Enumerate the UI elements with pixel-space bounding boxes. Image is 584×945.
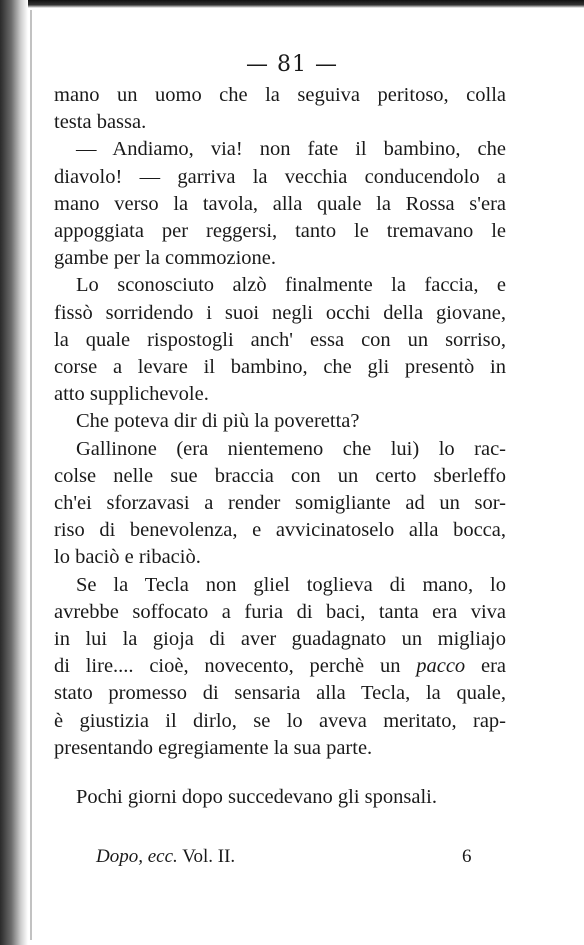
page-binding-shadow [0, 0, 28, 945]
text-line: atto supplichevole. [54, 383, 209, 406]
text-line: avrebbe soffocato a furia di baci, tanta era viva [54, 600, 506, 623]
page-top-edge-shadow [0, 0, 584, 8]
signature-italic: Dopo, ecc. [96, 846, 178, 867]
sheet-number: 6 [462, 846, 472, 867]
text-line: colse nelle sue braccia con un certo sberleffo [54, 464, 506, 487]
gutter-line [30, 10, 32, 940]
text-line: lo baciò e ribaciò. [54, 546, 201, 569]
text-line: presentando egregiamente la sua parte. [54, 736, 373, 759]
page-number: — 81 — [246, 52, 338, 77]
text-line: diavolo! — garriva la vecchia conducendolo a [54, 165, 506, 188]
body-text [54, 82, 506, 811]
text-line: ch'ei sforzavasi a render somigliante ad un sor- [54, 492, 506, 515]
text-line: Pochi giorni dopo succedevano gli sponsali. [76, 786, 437, 809]
paragraph-gap [54, 762, 506, 784]
text-line: testa bassa. [54, 111, 147, 134]
signature-mark [96, 846, 235, 868]
text-line: mano un uomo che la seguiva peritoso, colla [54, 84, 506, 106]
text-line: Gallinone (era nientemeno che lui) lo rac- [76, 437, 506, 460]
text-line: gambe per la commozione. [54, 247, 276, 270]
text-line: la quale rispostogli anch' essa con un sorriso, [54, 328, 506, 351]
text-line: appoggiata per reggersi, tanto le tremavano le [54, 220, 506, 243]
emphasized-word: pacco [416, 655, 466, 678]
text-line: mano verso la tavola, alla quale la Rossa s'era [54, 192, 506, 215]
text-line: fissò sorridendo i suoi negli occhi della giovane, [54, 301, 506, 324]
text-line: Che poteva dir di più la poveretta? [76, 410, 360, 433]
text-line: è giustizia il dirlo, se lo aveva meritato, rap- [54, 709, 506, 732]
text-line: riso di benevolenza, e avvicinatoselo alla bocca, [54, 519, 506, 542]
text-line: in lui la gioja di aver guadagnato un migliajo [54, 628, 506, 651]
text-line: di lire.... cioè, novecento, perchè un pacco era [54, 655, 506, 678]
text-line: corse a levare il bambino, che gli presentò in [54, 356, 506, 379]
text-line: stato promesso di sensaria alla Tecla, la quale, [54, 682, 506, 705]
text-line: Lo sconosciuto alzò finalmente la faccia, e [76, 274, 506, 297]
text-line: — Andiamo, via! non fate il bambino, che [76, 138, 506, 161]
signature-roman: Vol. II. [177, 846, 236, 867]
text-line: Se la Tecla non gliel toglieva di mano, lo [76, 573, 506, 596]
